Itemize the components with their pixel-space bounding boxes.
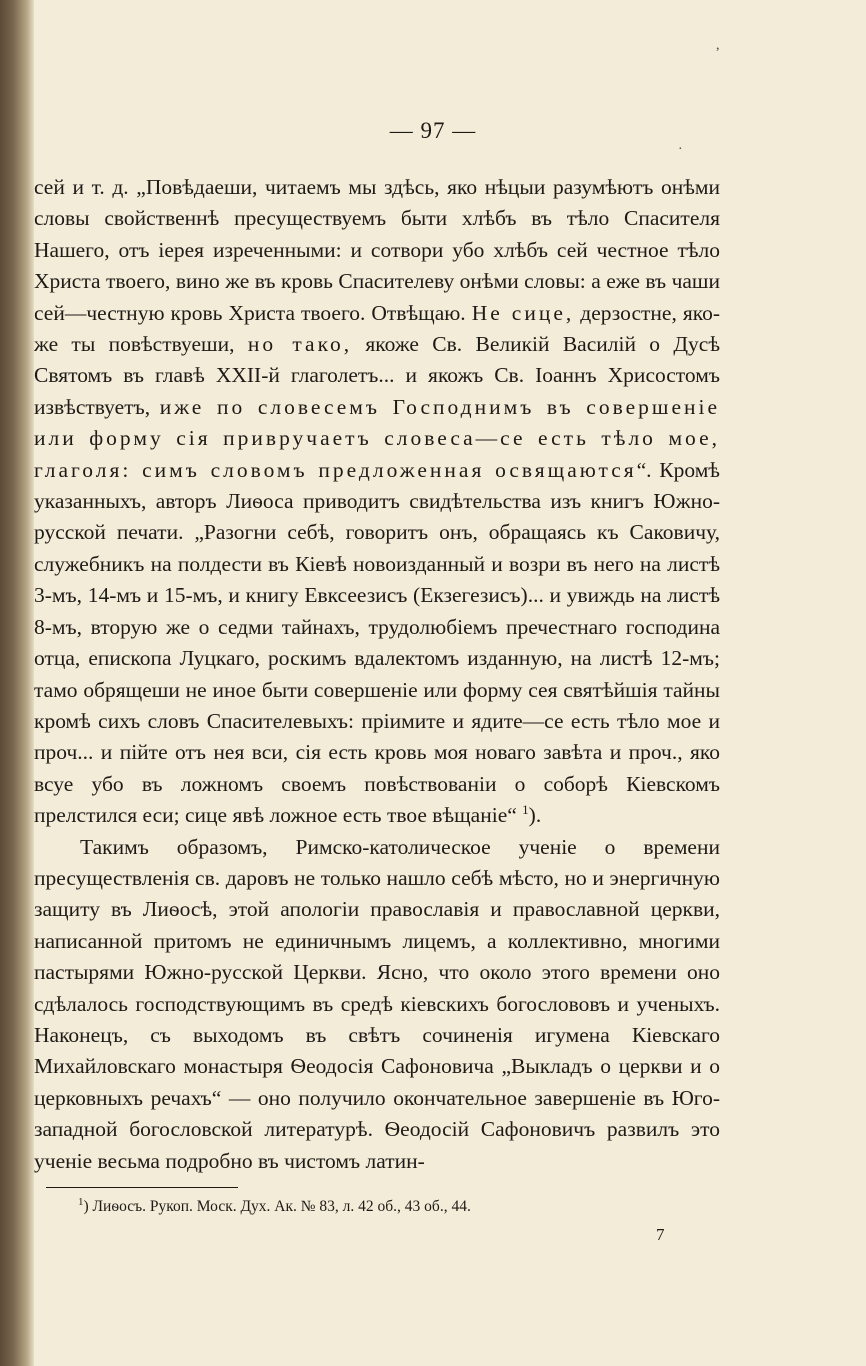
paragraph-1 (34, 172, 720, 832)
text-run: ). (528, 803, 542, 828)
spaced-run: иже по словесемъ Господнимъ въ совершеніе или форму сія привручаетъ словеса—се есть тѣло мое, глаголя: симъ словомъ предложенная освящаются (34, 394, 721, 482)
body-text (34, 172, 720, 1177)
text-run: дерзостне, яко-же ты повѣствуеши, (34, 300, 720, 357)
footnote (78, 1196, 718, 1218)
book-gutter-shadow (0, 0, 34, 1366)
ink-speck: , (716, 38, 720, 53)
footnote-separator (46, 1187, 238, 1188)
text-run: Такимъ образомъ, Римско-католическое ученіе о времени пресуществленія св. даровъ не только нашло себѣ мѣсто, но и энергичную защиту въ Лиѳосѣ, этой апологіи православія и православной церкви, написанной притомъ не единичнымъ лицемъ, а коллективно, многими пастырями Южно-русской Церкви. Ясно, что около этого времени оно сдѣлалось господствующимъ въ средѣ кіевскихъ богослововъ и ученыхъ. Наконецъ, съ выходомъ въ свѣтъ сочиненія игумена Кіевскаго Михайловскаго монастыря Ѳеодосія Сафоновича „Выкладъ о церкви и о церковныхъ речахъ“ — оно получило окончательное завершеніе въ Юго-западной богословской литературѣ. Ѳеодосій Сафоновичъ развилъ это ученіе весьма подробно въ чистомъ латин- (34, 834, 720, 1173)
ink-speck: · (678, 142, 683, 157)
footnote-text: ) Лиѳосъ. Рукоп. Моск. Дух. Ак. № 83, л. 42 об., 43 об., 44. (83, 1198, 471, 1215)
spaced-run: Не сице, (471, 300, 575, 325)
text-run: сей и т. д. „Повѣдаеши, читаемъ мы здѣсь, яко нѣцыи разумѣютъ онѣми словы свойственнѣ пресуществуемъ быти хлѣбъ въ тѣло Спасителя Нашего, отъ іерея изреченными: и сотвори убо хлѣбъ сей честное тѣло Христа твоего, вино же въ кровь Спасителеву онѣми словы: а еже въ чаши сей—честную кровь Христа твоего. Отвѣщаю. (34, 175, 720, 325)
text-run: “. Кромѣ указанныхъ, авторъ Лиѳоса приводитъ свидѣтельства изъ книгъ Южно-русской печати. „Разогни себѣ, говоритъ онъ, обращаясь къ Саковичу, служебникъ на полдести въ Кіевѣ новоизданный и возри въ него на листѣ 3-мъ, 14-мъ и 15-мъ, и книгу Евксеезисъ (Екзегезисъ)... и увиждь на листѣ 8-мъ, вторую же о седми тайнахъ, трудолюбіемъ пречестнаго господина отца, епископа Луцкаго, роскимъ вдалектомъ изданную, на листѣ 12-мъ; тамо обрящеши не иное быти совершеніе или форму сея святѣйшія тайны кромѣ сихъ словъ Спасителевыхъ: пріимите и ядите—се есть тѣло мое и проч... и пійте отъ нея вси, сія есть кровь моя новаго завѣта и проч., яко всуе убо въ ложномъ своемъ повѣствованіи о соборѣ Кіевскомъ прелстился еси; сице явѣ ложное есть твое вѣщаніе“ (34, 457, 720, 828)
spaced-run: но тако, (247, 332, 353, 357)
footnote-reference: 1 (522, 801, 529, 817)
page-number: — 97 — (389, 118, 477, 143)
text-run: якоже Св. Великій Василій о Дусѣ Святомъ въ главѣ XXII-й глаголетъ... и якожъ Св. Іоаннъ Хрисостомъ извѣствуетъ, (34, 332, 721, 419)
footnote-mark: 1 (78, 1195, 84, 1208)
signature-mark: 7 (656, 1225, 665, 1244)
paragraph-2 (34, 832, 720, 1177)
